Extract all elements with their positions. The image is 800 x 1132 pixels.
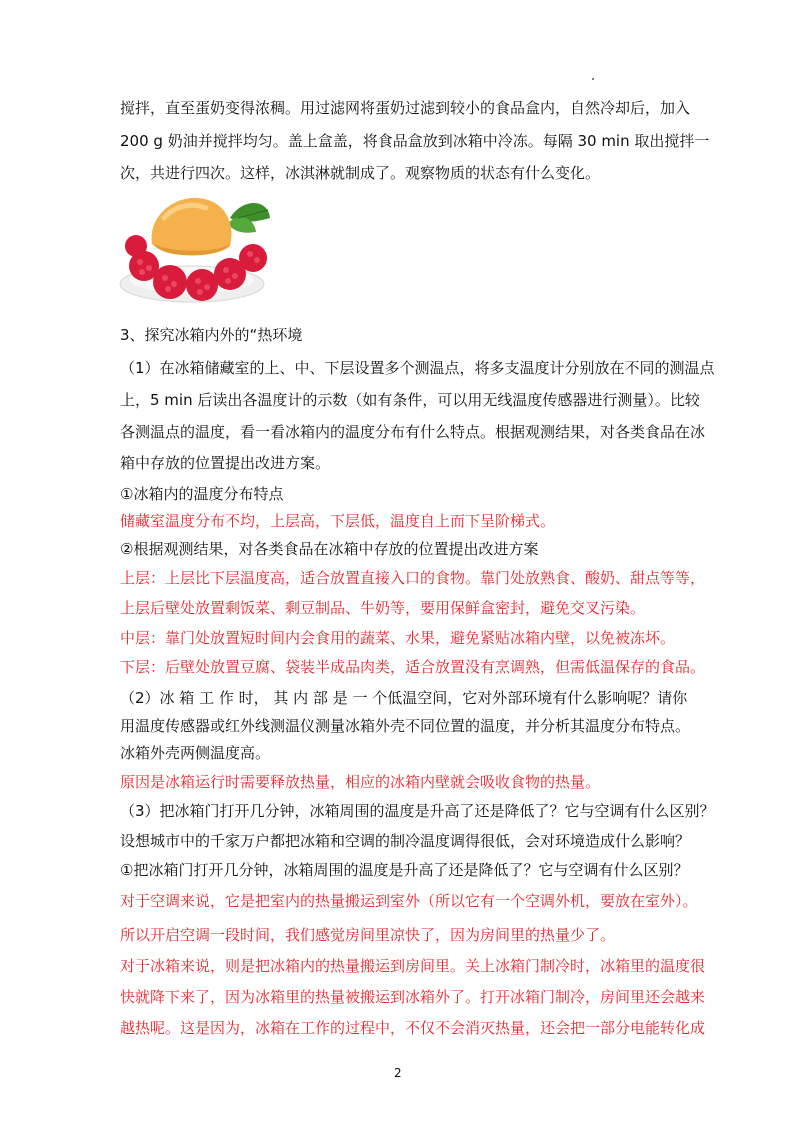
question-line: ②根据观测结果，对各类食品在冰箱中存放的位置提出改进方案	[120, 540, 539, 558]
paragraph-line: 上，5 min 后读出各温度计的示数（如有条件，可以用无线温度传感器进行测量）。比较	[120, 391, 700, 409]
answer-line: 快就降下来了，因为冰箱里的热量被搬运到冰箱外了。打开冰箱门制冷，房间里还会越来	[120, 988, 706, 1006]
ice-cream-raspberry-image	[118, 188, 278, 308]
answer-line: 对于冰箱来说，则是把冰箱内的热量搬运到房间里。关上冰箱门制冷时，冰箱里的温度很	[120, 957, 706, 975]
paragraph-line: （2）冰 箱 工 作 时， 其 内 部 是 一 个低温空间，它对外部环境有什么影响呢？请你	[120, 689, 688, 707]
answer-line: 储藏室温度分布不均，上层高，下层低，温度自上而下呈阶梯式。	[120, 512, 556, 530]
answer-line: 下层：后壁处放置豆腐、袋装半成品肉类，适合放置没有烹调熟，但需低温保存的食品。	[120, 658, 706, 676]
paragraph-line: （1）在冰箱储藏室的上、中、下层设置多个测温点，将多支温度计分别放在不同的测温点	[120, 359, 715, 377]
question-line: ①把冰箱门打开几分钟，冰箱周围的温度是升高了还是降低了？它与空调有什么区别？	[120, 861, 689, 879]
answer-line: 所以开启空调一段时间，我们感觉房间里凉快了，因为房间里的热量少了。	[120, 926, 616, 944]
page-number: 2	[394, 1066, 402, 1080]
answer-line: 上层后壁处放置剩饭菜、剩豆制品、牛奶等，要用保鲜盒密封，避免交叉污染。	[120, 599, 646, 617]
section-heading: 3、探究冰箱内外的“热环境	[120, 326, 303, 344]
stray-dot	[592, 78, 594, 80]
paragraph-line: 搅拌，直至蛋奶变得浓稠。用过滤网将蛋奶过滤到较小的食品盒内，自然冷却后，加入	[120, 99, 691, 117]
paragraph-line: 各测温点的温度，看一看冰箱内的温度分布有什么特点。根据观测结果，对各类食品在冰	[120, 423, 706, 441]
answer-line: 上层：上层比下层温度高，适合放置直接入口的食物。靠门处放熟食、酸奶、甜点等等，	[120, 569, 706, 587]
question-line: ①冰箱内的温度分布特点	[120, 485, 284, 503]
answer-line: 原因是冰箱运行时需要释放热量，相应的冰箱内壁就会吸收食物的热量。	[120, 773, 601, 791]
answer-line: 中层：靠门处放置短时间内会食用的蔬菜、水果，避免紧贴冰箱内壁，以免被冻坏。	[120, 629, 676, 647]
paragraph-line: （3）把冰箱门打开几分钟，冰箱周围的温度是升高了还是降低了？它与空调有什么区别？	[120, 802, 715, 820]
paragraph-line: 用温度传感器或红外线测温仪测量冰箱外壳不同位置的温度，并分析其温度分布特点。	[120, 717, 691, 735]
answer-line: 越热呢。这是因为，冰箱在工作的过程中，不仅不会消灭热量，还会把一部分电能转化成	[120, 1019, 706, 1037]
paragraph-line: 箱中存放的位置提出改进方案。	[120, 454, 331, 472]
paragraph-line: 200 g 奶油并搅拌均匀。盖上盒盖，将食品盒放到冰箱中冷冻。每隔 30 min 取出搅拌一	[120, 132, 710, 150]
paragraph-line: 冰箱外壳两侧温度高。	[120, 744, 271, 762]
paragraph-line: 设想城市中的千家万户都把冰箱和空调的制冷温度调得很低，会对环境造成什么影响？	[120, 832, 691, 850]
paragraph-line: 次，共进行四次。这样，冰淇淋就制成了。观察物质的状态有什么变化。	[120, 164, 601, 182]
answer-line: 对于空调来说，它是把室内的热量搬运到室外（所以它有一个空调外机，要放在室外）。	[120, 892, 698, 910]
